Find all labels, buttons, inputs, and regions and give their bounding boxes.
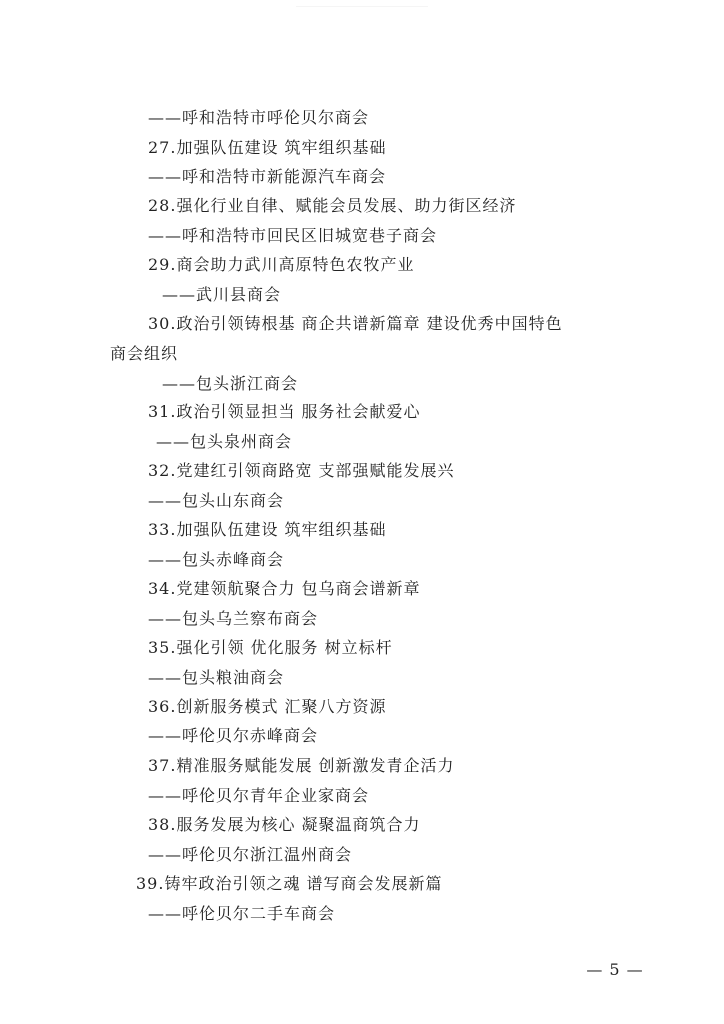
scan-artifact xyxy=(296,6,428,17)
text-line: ——呼伦贝尔青年企业家商会 xyxy=(148,786,370,805)
text-line: 29.商会助力武川高原特色农牧产业 xyxy=(148,255,415,274)
text-line: 38.服务发展为核心 凝聚温商筑合力 xyxy=(148,815,421,834)
text-line: 34.党建领航聚合力 包乌商会谱新章 xyxy=(148,579,421,598)
text-line: 35.强化引领 优化服务 树立标杆 xyxy=(148,638,393,657)
text-line: ——呼伦贝尔浙江温州商会 xyxy=(148,845,353,864)
text-line: ——包头山东商会 xyxy=(148,491,285,510)
text-line: ——呼和浩特市回民区旧城宽巷子商会 xyxy=(148,226,438,245)
text-line: ——包头泉州商会 xyxy=(156,432,293,451)
text-line: ——呼伦贝尔赤峰商会 xyxy=(148,726,319,745)
text-line: 31.政治引领显担当 服务社会献爱心 xyxy=(148,402,421,421)
text-line: 32.党建红引领商路宽 支部强赋能发展兴 xyxy=(148,461,455,480)
text-line: 36.创新服务模式 汇聚八方资源 xyxy=(148,697,387,716)
page-number: — 5 — xyxy=(586,960,644,979)
text-line: 商会组织 xyxy=(110,344,179,363)
text-line: ——武川县商会 xyxy=(162,285,282,304)
text-line: ——呼和浩特市新能源汽车商会 xyxy=(148,167,387,186)
text-line: ——呼和浩特市呼伦贝尔商会 xyxy=(148,108,370,127)
text-line: 39.铸牢政治引领之魂 谱写商会发展新篇 xyxy=(136,874,443,893)
text-line: 37.精准服务赋能发展 创新激发青企活力 xyxy=(148,756,455,775)
text-line: 27.加强队伍建设 筑牢组织基础 xyxy=(148,138,387,157)
text-line: ——包头赤峰商会 xyxy=(148,550,285,569)
text-line: 28.强化行业自律、赋能会员发展、助力街区经济 xyxy=(148,196,517,215)
text-line: ——包头粮油商会 xyxy=(148,668,285,687)
text-line: ——呼伦贝尔二手车商会 xyxy=(148,904,336,923)
text-line: ——包头浙江商会 xyxy=(162,374,299,393)
text-line: 33.加强队伍建设 筑牢组织基础 xyxy=(148,520,387,539)
text-line: 30.政治引领铸根基 商企共谱新篇章 建设优秀中国特色 xyxy=(148,314,563,333)
text-line: ——包头乌兰察布商会 xyxy=(148,609,319,628)
